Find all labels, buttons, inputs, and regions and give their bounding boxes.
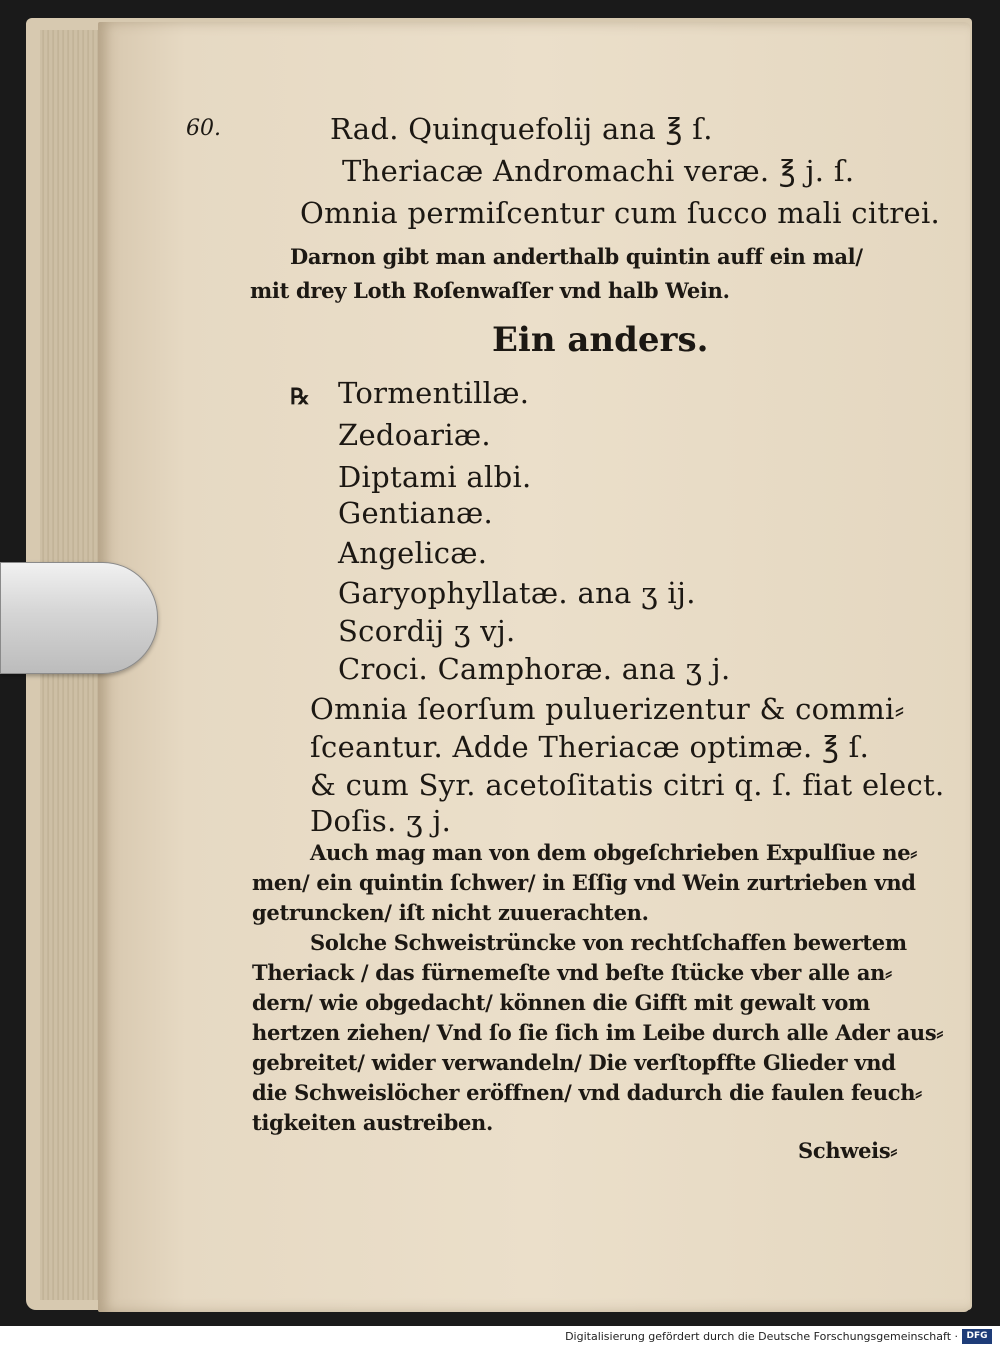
instruction-line: ſceantur. Adde Theriacæ optimæ. ℥ ſ. (310, 730, 870, 764)
paragraph-line: getruncken/ iſt nicht zuuerachten. (252, 900, 649, 925)
page-number: 60. (186, 116, 221, 141)
instruction-line: Omnia ſeorſum puluerizentur & commi⸗ (310, 692, 905, 726)
book-page (98, 22, 970, 1312)
paragraph-line: Theriack / das fürnemeſte vnd beſte ſtücke vber alle an⸗ (252, 960, 892, 985)
footer-bar (0, 1326, 1000, 1348)
text-line-2: Theriacæ Andromachi veræ. ℥ j. ſ. (342, 154, 855, 188)
paragraph-line: die Schweislöcher eröffnen/ vnd dadurch die faulen feuch⸗ (252, 1080, 922, 1105)
recipe-item: Zedoariæ. (338, 418, 491, 452)
funding-note: Digitalisierung gefördert durch die Deutsche Forschungsgemeinschaft · (565, 1330, 958, 1343)
text-line-5: mit drey Loth Roſenwaſſer vnd halb Wein. (250, 278, 730, 303)
recipe-item: Tormentillæ. (338, 376, 530, 410)
paragraph-line: dern/ wie obgedacht/ können die Gifft mit gewalt vom (252, 990, 870, 1015)
recipe-item: Angelicæ. (338, 536, 488, 570)
paragraph-line: hertzen ziehen/ Vnd ſo ſie ſich im Leibe durch alle Ader aus⸗ (252, 1020, 944, 1045)
dfg-logo: DFG (962, 1329, 992, 1344)
recipe-item: Gentianæ. (338, 496, 494, 530)
text-line-4: Darnon gibt man anderthalb quintin auff ein mal/ (290, 244, 863, 269)
instruction-line: & cum Syr. acetoſitatis citri q. ſ. fiat elect. (310, 768, 945, 802)
paragraph-line: tigkeiten austreiben. (252, 1110, 494, 1135)
text-line-3: Omnia permiſcentur cum ſucco mali citrei. (300, 196, 941, 230)
text-line-1: Rad. Quinquefolij ana ℥ ſ. (330, 112, 713, 146)
paragraph-line: gebreitet/ wider verwandeln/ Die verſtopffte Glieder vnd (252, 1050, 896, 1075)
page-holder-clip (0, 562, 158, 674)
paragraph-line: men/ ein quintin ſchwer/ in Eſſig vnd Wein zurtrieben vnd (252, 870, 916, 895)
paragraph-line: Auch mag man von dem obgeſchrieben Expulſiue ne⸗ (310, 840, 917, 865)
rx-symbol: ℞ (290, 384, 310, 410)
recipe-item: Croci. Camphoræ. ana ʒ j. (338, 652, 731, 686)
recipe-item: Scordij ʒ vj. (338, 614, 516, 648)
recipe-item: Garyophyllatæ. ana ʒ ij. (338, 576, 696, 610)
section-heading: Ein anders. (492, 320, 709, 360)
catchword: Schweis⸗ (798, 1138, 898, 1163)
instruction-line: Doſis. ʒ j. (310, 804, 452, 838)
paragraph-line: Solche Schweistrüncke von rechtſchaffen bewertem (310, 930, 907, 955)
recipe-item: Diptami albi. (338, 460, 532, 494)
